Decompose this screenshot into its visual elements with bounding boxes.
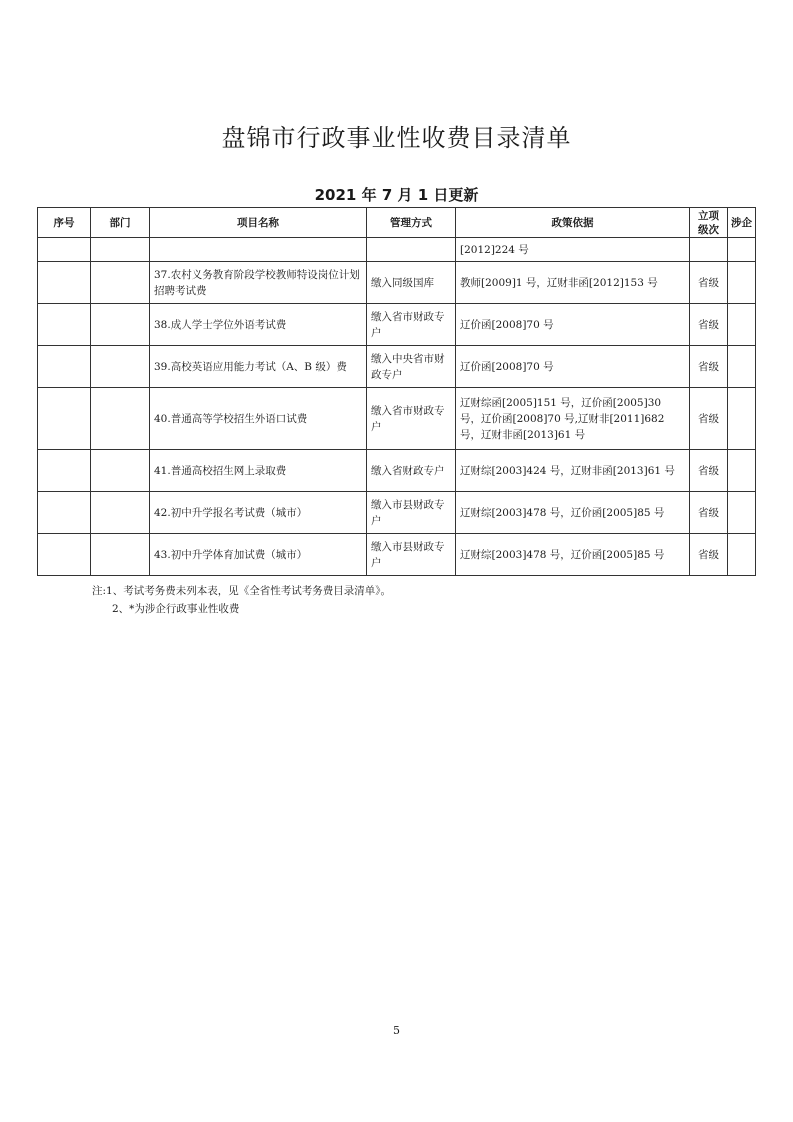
table-row [38,492,756,534]
cell-basis: 辽价函[2008]70 号 [456,346,690,388]
cell-level: 省级 [690,534,728,576]
page-number: 5 [393,1024,400,1037]
cell-name: 39.高校英语应用能力考试（A、B 级）费 [150,346,367,388]
table-row [38,388,756,450]
header-dept: 部门 [91,208,150,238]
table-row [38,262,756,304]
table-row [38,534,756,576]
cell-seq [38,492,91,534]
cell-level: 省级 [690,346,728,388]
page-subtitle: 2021 年 7 月 1 日更新 [314,186,479,204]
cell-name: 42.初中升学报名考试费（城市） [150,492,367,534]
header-mode: 管理方式 [367,208,456,238]
cell-name: 37.农村义务教育阶段学校教师特设岗位计划招聘考试费 [150,262,367,304]
cell-name: 40.普通高等学校招生外语口试费 [150,388,367,450]
cell-mode [367,238,456,262]
cell-basis: 辽价函[2008]70 号 [456,304,690,346]
cell-seq [38,304,91,346]
cell-level: 省级 [690,304,728,346]
cell-mode: 缴入市县财政专户 [367,492,456,534]
cell-mode: 缴入省市财政专户 [367,388,456,450]
cell-mode: 缴入省市财政专户 [367,304,456,346]
cell-seq [38,450,91,492]
cell-enterprise [728,346,756,388]
cell-dept [91,450,150,492]
header-seq: 序号 [38,208,91,238]
cell-dept [91,238,150,262]
cell-seq [38,346,91,388]
cell-dept [91,388,150,450]
cell-seq [38,534,91,576]
cell-mode: 缴入中央省市财政专户 [367,346,456,388]
header-level: 立项 级次 [690,208,728,238]
cell-name: 43.初中升学体育加试费（城市） [150,534,367,576]
table-row [38,238,756,262]
cell-enterprise [728,450,756,492]
cell-seq [38,262,91,304]
cell-seq [38,388,91,450]
cell-level: 省级 [690,492,728,534]
table-body [38,238,756,576]
notes [92,582,391,618]
cell-basis: 辽财综[2003]478 号，辽价函[2005]85 号 [456,492,690,534]
fee-table [37,207,756,576]
cell-dept [91,346,150,388]
cell-enterprise [728,304,756,346]
cell-name [150,238,367,262]
header-enterprise: 涉企 [728,208,756,238]
cell-basis: 教师[2009]1 号，辽财非函[2012]153 号 [456,262,690,304]
cell-mode: 缴入市县财政专户 [367,534,456,576]
cell-basis: 辽财综函[2005]151 号，辽价函[2005]30 号，辽价函[2008]70 号,辽财非[2011]682 号，辽财非函[2013]61 号 [456,388,690,450]
cell-mode: 缴入同级国库 [367,262,456,304]
cell-level: 省级 [690,262,728,304]
cell-enterprise [728,238,756,262]
cell-enterprise [728,262,756,304]
cell-level: 省级 [690,388,728,450]
note-1: 注:1、考试考务费未列本表，见《全省性考试考务费目录清单》。 [92,585,391,597]
page-title: 盘锦市行政事业性收费目录清单 [221,124,572,152]
header-name: 项目名称 [150,208,367,238]
cell-dept [91,534,150,576]
cell-enterprise [728,534,756,576]
cell-mode: 缴入省财政专户 [367,450,456,492]
cell-dept [91,304,150,346]
cell-name: 38.成人学士学位外语考试费 [150,304,367,346]
cell-level [690,238,728,262]
cell-basis: [2012]224 号 [456,238,690,262]
cell-enterprise [728,388,756,450]
table-row [38,346,756,388]
cell-level: 省级 [690,450,728,492]
cell-name: 41.普通高校招生网上录取费 [150,450,367,492]
cell-seq [38,238,91,262]
cell-enterprise [728,492,756,534]
cell-dept [91,262,150,304]
table-header-row [38,208,756,238]
table-row [38,450,756,492]
cell-basis: 辽财综[2003]478 号，辽价函[2005]85 号 [456,534,690,576]
note-2: 2、*为涉企行政事业性收费 [112,603,240,615]
cell-dept [91,492,150,534]
cell-basis: 辽财综[2003]424 号，辽财非函[2013]61 号 [456,450,690,492]
header-basis: 政策依据 [456,208,690,238]
table-row [38,304,756,346]
